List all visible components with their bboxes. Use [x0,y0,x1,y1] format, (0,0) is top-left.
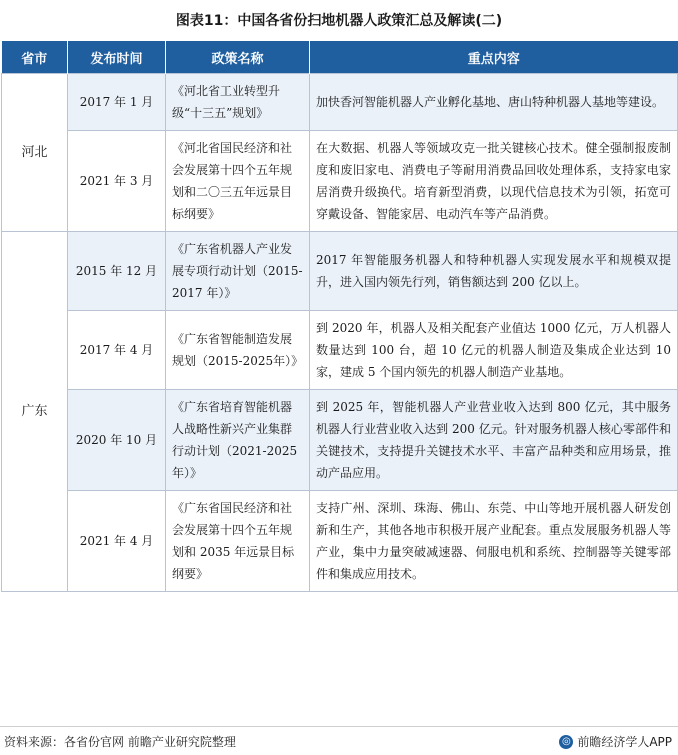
key-content-cell: 在大数据、机器人等领域攻克一批关键核心技术。健全强制报废制度和废旧家电、消费电子等耐用消费品回收处理体系，支持家电家居消费升级换代。培育新型消费，以现代信息技术为引领，拓宽可穿戴设备、智能家居、电动汽车等产品消费。 [310,131,678,232]
key-content-cell: 2017 年智能服务机器人和特种机器人实现发展水平和规模双提升，进入国内领先行列，销售额达到 200 亿以上。 [310,232,678,311]
header-key-content: 重点内容 [310,41,678,74]
table-row [2,491,678,592]
brand-label: 前瞻经济学人APP [577,735,672,749]
footer [0,726,678,755]
policy-name-cell: 《河北省工业转型升级“十三五”规划》 [166,74,310,131]
province-cell: 河北 [2,74,68,232]
policy-name-cell: 《广东省国民经济和社会发展第十四个五年规划和 2035 年远景目标纲要》 [166,491,310,592]
table-row [2,74,678,131]
source-note: 资料来源：各省份官网 前瞻产业研究院整理 [4,735,236,749]
table-row [2,232,678,311]
policy-name-cell: 《河北省国民经济和社会发展第十四个五年规划和二〇三五年远景目标纲要》 [166,131,310,232]
brand [559,733,672,750]
key-content-cell: 支持广州、深圳、珠海、佛山、东莞、中山等地开展机器人研发创新和生产，其他各地市积极开展产业配套。重点发展服务机器人等产业，集中力量突破减速器、伺服电机和系统、控制器等关键零部件和集成应用技术。 [310,491,678,592]
province-cell: 广东 [2,232,68,592]
policy-name-cell: 《广东省机器人产业发展专项行动计划（2015-2017 年）》 [166,232,310,311]
page-title: 图表11：中国各省份扫地机器人政策汇总及解读(二) [175,13,503,29]
header-policy-name: 政策名称 [166,41,310,74]
header-province: 省市 [2,41,68,74]
key-content-cell: 加快香河智能机器人产业孵化基地、唐山特种机器人基地等建设。 [310,74,678,131]
header-date: 发布时间 [68,41,166,74]
date-cell: 2021 年 4 月 [68,491,166,592]
date-cell: 2021 年 3 月 [68,131,166,232]
table-row [2,311,678,390]
policy-name-cell: 《广东省培育智能机器人战略性新兴产业集群行动计划（2021-2025 年）》 [166,390,310,491]
table-row [2,131,678,232]
date-cell: 2015 年 12 月 [68,232,166,311]
policy-table [1,41,678,592]
table-header-row [2,41,678,74]
table-row [2,390,678,491]
qianzhan-logo-icon: ◎ [559,735,573,749]
key-content-cell: 到 2020 年，机器人及相关配套产业值达 1000 亿元，万人机器人数量达到 100 台，超 10 亿元的机器人制造及集成企业达到 10 家，建成 5 个国内领先的机器人制造产业基地。 [310,311,678,390]
policy-name-cell: 《广东省智能制造发展规划（2015-2025年）》 [166,311,310,390]
date-cell: 2017 年 4 月 [68,311,166,390]
key-content-cell: 到 2025 年，智能机器人产业营业收入达到 800 亿元，其中服务机器人行业营业收入达到 200 亿元。针对服务机器人核心零部件和关键技术，支持提升关键技术水平、丰富产品种类和应用场景，推动产品应用。 [310,390,678,491]
date-cell: 2020 年 10 月 [68,390,166,491]
date-cell: 2017 年 1 月 [68,74,166,131]
